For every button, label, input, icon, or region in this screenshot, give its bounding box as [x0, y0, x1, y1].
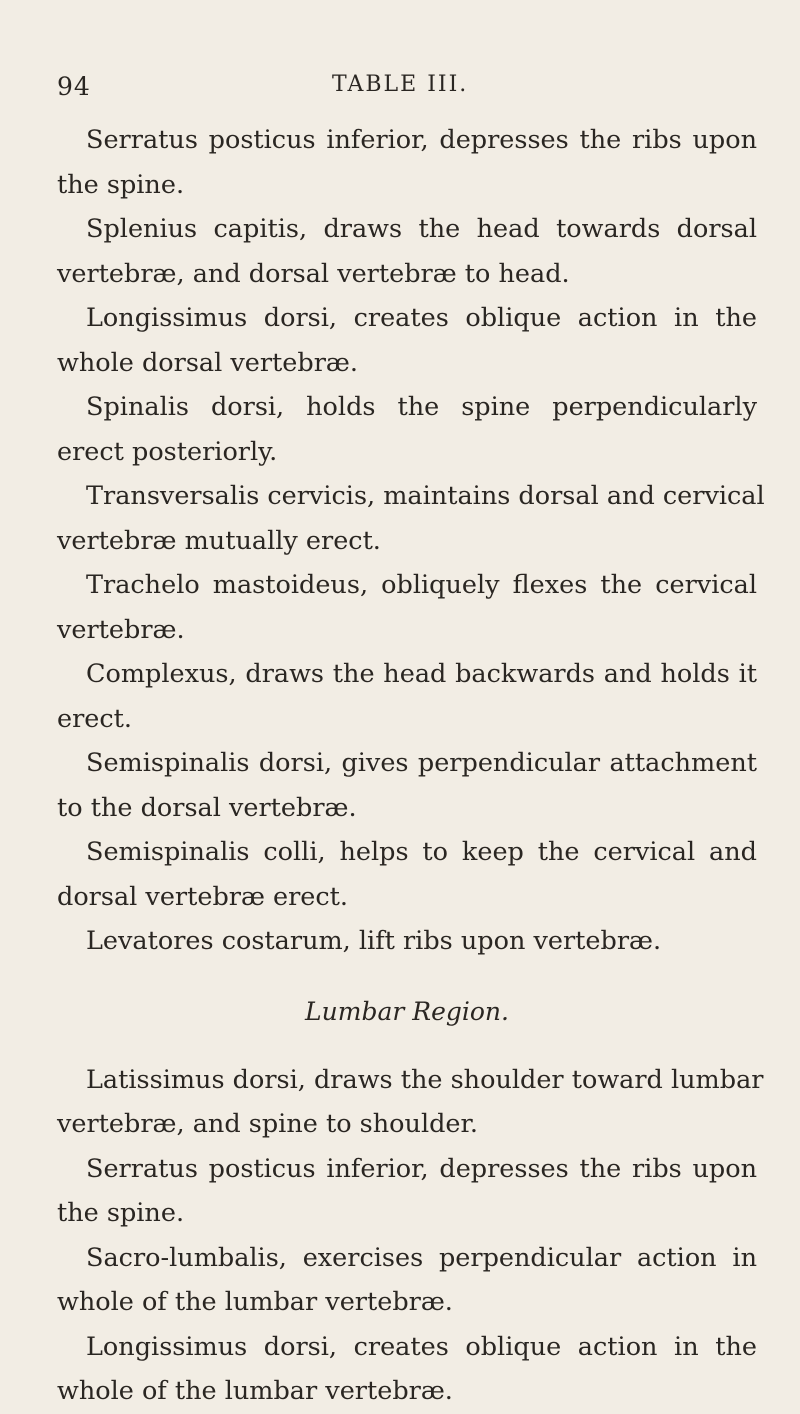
muscle-entry — [57, 830, 757, 919]
entry-line: vertebræ mutually erect. — [57, 525, 381, 556]
page-title: TABLE III. — [332, 72, 469, 97]
muscle-entry — [57, 118, 757, 207]
body-text — [57, 118, 765, 1414]
entry-line: whole of the lumbar vertebræ. — [57, 1376, 453, 1406]
entry-line: to the dorsal vertebræ. — [57, 792, 357, 823]
muscle-entry — [57, 652, 757, 741]
dorsal-muscle-list — [57, 118, 765, 964]
running-head — [0, 72, 800, 112]
entry-line: the spine. — [57, 169, 185, 200]
entry-line: Longissimus dorsi, creates oblique action in the — [86, 303, 757, 333]
entry-line: vertebræ, and spine to shoulder. — [57, 1109, 479, 1139]
entry-line: whole dorsal vertebræ. — [57, 347, 358, 378]
entry-line: Trachelo mastoideus, obliquely flexes the cervical — [86, 570, 757, 600]
page-number: 94 — [57, 72, 91, 101]
entry-line: Longissimus dorsi, creates oblique action in the — [86, 1331, 757, 1362]
entry-line: Complexus, draws the head backwards and holds it — [86, 659, 757, 689]
muscle-entry — [57, 741, 757, 830]
muscle-entry — [57, 1147, 757, 1236]
entry-line: whole of the lumbar vertebræ. — [57, 1287, 453, 1317]
entry-line: vertebræ. — [57, 614, 185, 645]
entry-line: erect posteriorly. — [57, 436, 278, 467]
section-heading: Lumbar Region. — [305, 996, 509, 1026]
entry-line: Levatores costarum, lift ribs upon vertebræ. — [86, 926, 662, 956]
muscle-entry — [57, 1058, 764, 1147]
muscle-entry — [57, 207, 757, 296]
muscle-entry — [57, 563, 757, 652]
entry-line: erect. — [57, 703, 133, 734]
entry-line: Sacro-lumbalis, exercises perpendicular action in — [86, 1242, 757, 1273]
muscle-entry — [57, 385, 757, 474]
entry-line: Splenius capitis, draws the head towards dorsal — [86, 214, 757, 244]
entry-line: Serratus posticus inferior, depresses the ribs upon — [86, 1153, 757, 1184]
entry-line: Semispinalis dorsi, gives perpendicular attachment — [86, 748, 757, 778]
muscle-entry — [57, 296, 757, 385]
muscle-entry — [57, 1236, 757, 1325]
entry-line: vertebræ, and dorsal vertebræ to head. — [57, 258, 570, 289]
entry-line: Transversalis cervicis, maintains dorsal and cervical — [86, 481, 765, 511]
entry-line: the spine. — [57, 1198, 185, 1228]
muscle-entry — [57, 474, 765, 563]
muscle-entry — [57, 1325, 757, 1414]
entry-line: Serratus posticus inferior, depresses the ribs upon — [86, 125, 757, 155]
entry-line: Latissimus dorsi, draws the shoulder toward lumbar — [86, 1064, 764, 1095]
entry-line: dorsal vertebræ erect. — [57, 881, 349, 912]
muscle-entry — [57, 919, 757, 964]
entry-line: Spinalis dorsi, holds the spine perpendicularly — [86, 392, 757, 422]
entry-line: Semispinalis colli, helps to keep the cervical and — [86, 837, 757, 867]
lumbar-muscle-list — [57, 1058, 764, 1414]
